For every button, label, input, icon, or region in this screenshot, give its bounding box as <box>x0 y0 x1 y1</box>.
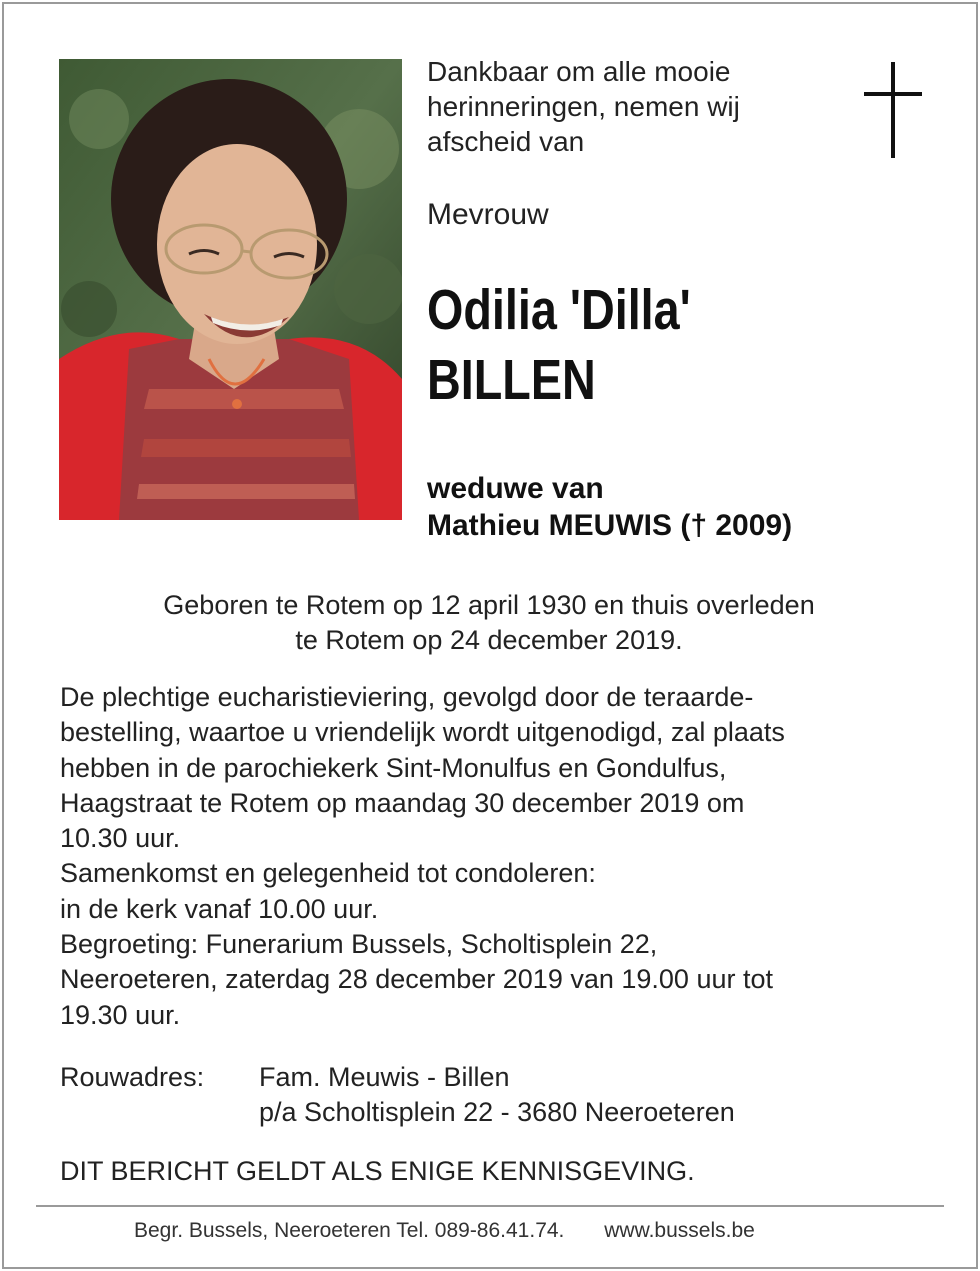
body-line: Samenkomst en gelegenheid tot condoleren: <box>60 858 596 889</box>
birth-death-info <box>60 588 918 658</box>
undertaker-info: Begr. Bussels, Neeroeteren Tel. 089-86.41.74. <box>134 1219 565 1242</box>
notice-text: DIT BERICHT GELDT ALS ENIGE KENNISGEVING. <box>60 1156 695 1186</box>
address-line: Fam. Meuwis - Billen <box>259 1062 510 1092</box>
body-line: Haagstraat te Rotem op maandag 30 december 2019 om <box>60 787 745 818</box>
last-name: BILLEN <box>427 348 596 412</box>
born-line: te Rotem op 24 december 2019. <box>295 625 683 655</box>
intro-line: Dankbaar om alle mooie <box>427 56 731 87</box>
intro-text <box>427 54 847 159</box>
body-line: bestelling, waartoe u vriendelijk wordt uitgenodigd, zal plaats <box>60 717 785 748</box>
website-link[interactable]: www.bussels.be <box>604 1219 755 1242</box>
widow-label: weduwe van <box>427 472 604 505</box>
address-lines <box>259 1060 735 1130</box>
ceremony-details <box>60 680 930 1033</box>
portrait-photo <box>59 59 402 520</box>
body-line: 19.30 uur. <box>60 999 181 1030</box>
born-line: Geboren te Rotem op 12 april 1930 en thuis overleden <box>163 590 815 620</box>
body-line: Neeroeteren, zaterdag 28 december 2019 van 19.00 uur tot <box>60 964 773 995</box>
address-label: Rouwadres: <box>60 1062 205 1092</box>
footer-divider <box>36 1205 944 1207</box>
body-line: 10.30 uur. <box>60 823 181 854</box>
address-line: p/a Scholtisplein 22 - 3680 Neeroeteren <box>259 1097 735 1127</box>
body-line: in de kerk vanaf 10.00 uur. <box>60 893 379 924</box>
footer <box>134 1216 755 1246</box>
body-line: hebben in de parochiekerk Sint-Monulfus en Gondulfus, <box>60 752 727 783</box>
honorific: Mevrouw <box>427 198 549 231</box>
intro-line: herinneringen, nemen wij <box>427 91 740 122</box>
body-line: De plechtige eucharistieviering, gevolgd door de teraarde- <box>60 682 754 712</box>
cross-icon <box>864 62 922 158</box>
intro-line: afscheid van <box>427 126 585 157</box>
body-line: Begroeting: Funerarium Bussels, Scholtisplein 22, <box>60 929 658 960</box>
widow-info <box>427 470 792 544</box>
deceased-name <box>427 275 691 415</box>
spouse-name: Mathieu MEUWIS († 2009) <box>427 509 793 542</box>
first-name: Odilia 'Dilla' <box>427 278 691 342</box>
